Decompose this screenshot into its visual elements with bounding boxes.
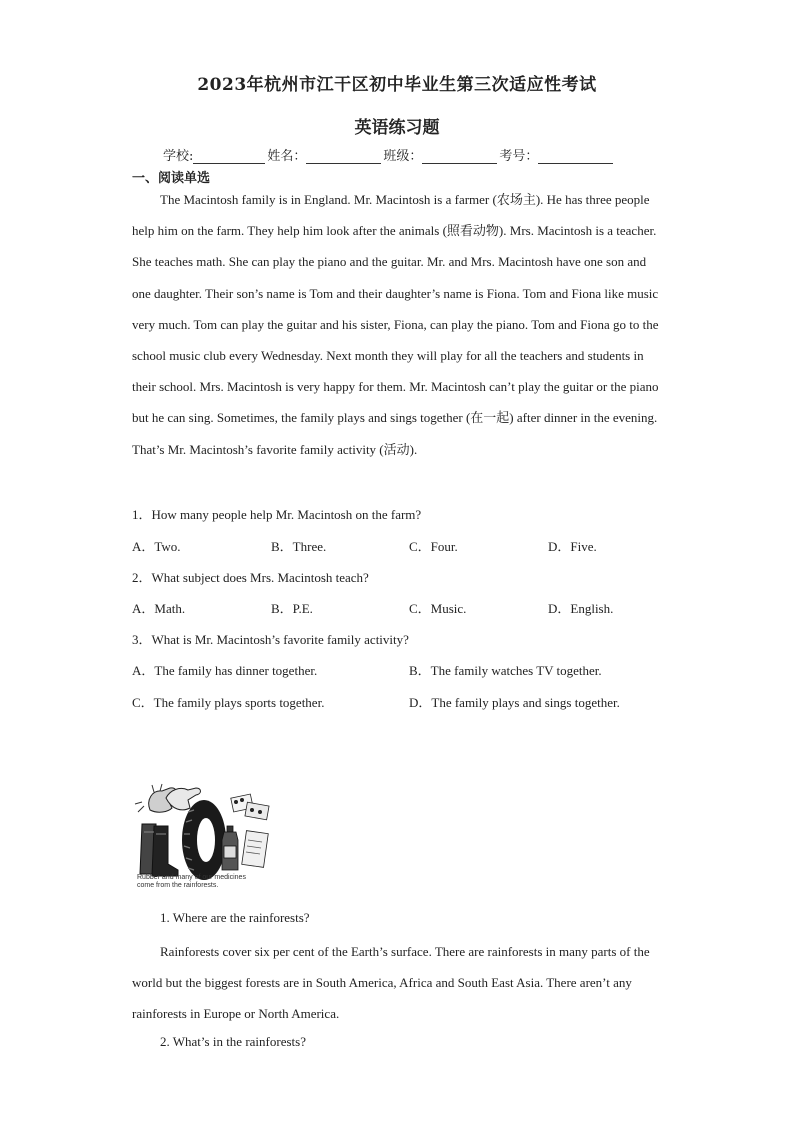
exam-number-blank[interactable] [538,151,613,164]
q3-option-a[interactable]: A．The family has dinner together. [132,663,318,678]
name-blank[interactable] [306,151,381,164]
class-label: 班级： [383,149,423,164]
tyre-icon [182,800,226,880]
q1-option-b[interactable]: B．Three. [271,539,327,554]
q3-option-d[interactable]: D．The family plays and sings together. [409,695,620,710]
q2-option-a[interactable]: A．Math. [132,601,186,616]
rainforest-question-1: 1. Where are the rainforests? [160,910,310,925]
school-label: 学校: [163,149,194,164]
q1-option-d[interactable]: D．Five. [548,539,597,554]
rainforest-paragraph-1: Rainforests cover six per cent of the Earth’s surface. There are rainforests in many parts of the world but the biggest forests are in South America, Africa and South East Asia. There aren’t any rainforests in Europe or North America. [132,944,650,1022]
q1-option-c[interactable]: C．Four. [409,539,458,554]
medicine-bottle-icon [222,826,238,870]
gloves-icon [135,784,201,812]
section-heading: 一、阅读单选 [132,171,211,186]
q2-option-d[interactable]: D．English. [548,601,614,616]
rainforest-passage [132,936,662,1030]
figure-caption: Rubber and many of our medicines come from the rainforests. [137,874,246,889]
school-blank[interactable] [193,151,265,164]
exam-title: 2023年杭州市江干区初中毕业生第三次适应性考试 [197,75,597,95]
name-label: 姓名： [267,149,307,164]
q3-option-c[interactable]: C．The family plays sports together. [132,695,325,710]
q3-option-b[interactable]: B．The family watches TV together. [409,663,602,678]
question-2: 2．What subject does Mrs. Macintosh teach? [132,570,369,585]
exam-subtitle: 英语练习题 [354,118,440,138]
question-3: 3．What is Mr. Macintosh’s favorite family activity? [132,632,409,647]
rainforest-question-2: 2. What’s in the rainforests? [160,1034,306,1049]
q2-option-b[interactable]: B．P.E. [271,601,313,616]
passage-text: The Macintosh family is in England. Mr. Macintosh is a farmer (农场主). He has three people help him on the farm. They help him look after the animals (照看动物). Mrs. Macintosh is a teacher. She teaches math. She can play the piano and the guitar. Mr. and Mrs. Macintosh have one son and one daughter. Their son’s name is Tom and their daughter’s name is Fiona. Tom and Fiona like music very much. Tom can play the guitar and his sister, Fiona, can play the piano. Tom and Fiona go to the school music club every Wednesday. Next month they will play for all the teachers and students in their school. Mrs. Macintosh is very happy for them. Mr. Macintosh can’t play the guitar or the piano but he can sing. Sometimes, the family plays and sings together (在一起) after dinner in the evening. That’s Mr. Macintosh’s favorite family activity (活动). [132,192,659,457]
exam-number-label: 考号： [499,149,539,164]
class-blank[interactable] [422,151,497,164]
boots-icon [140,824,178,876]
q1-option-a[interactable]: A．Two. [132,539,181,554]
student-info-line [163,145,615,164]
q2-option-c[interactable]: C．Music. [409,601,467,616]
question-1: 1．How many people help Mr. Macintosh on the farm? [132,507,422,522]
reading-passage [132,184,662,465]
